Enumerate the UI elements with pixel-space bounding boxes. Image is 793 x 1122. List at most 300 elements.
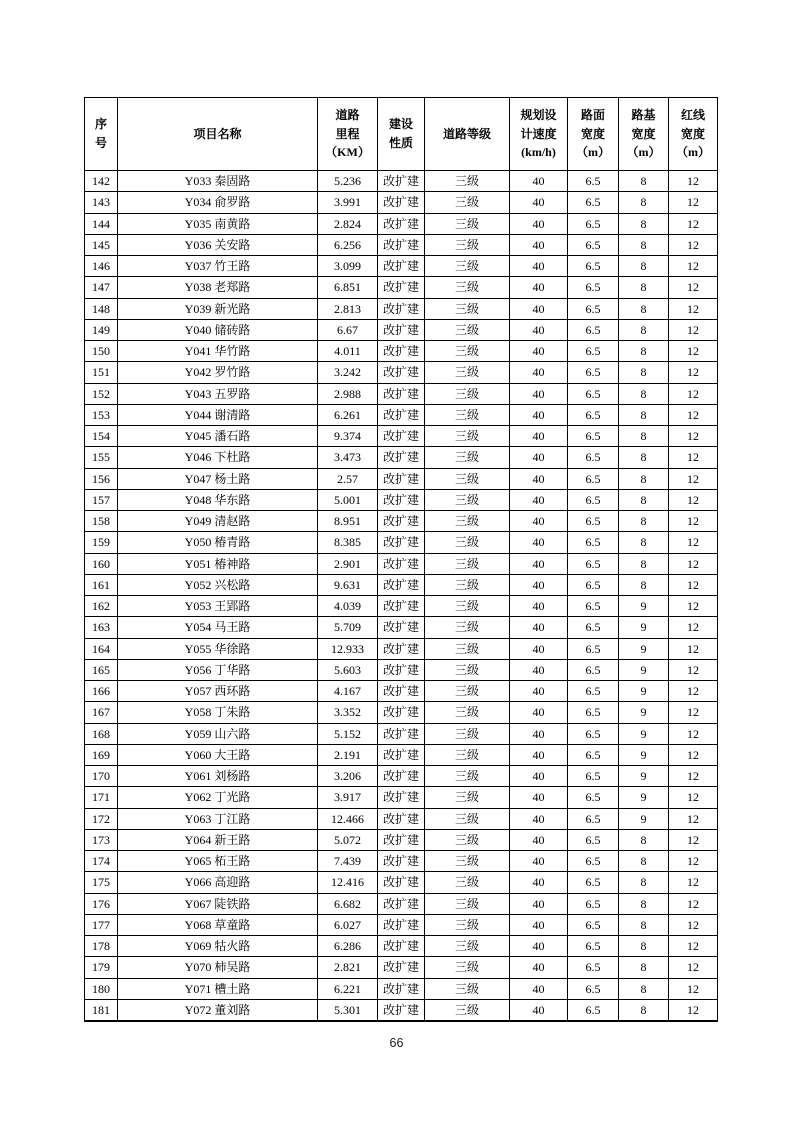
table-cell-road-grade: 三级 (425, 574, 510, 595)
table-cell-road-mileage: 4.039 (318, 596, 378, 617)
table-cell-serial: 171 (85, 787, 118, 808)
table-cell-road-mileage: 12.466 (318, 808, 378, 829)
table-row (85, 659, 718, 680)
table-cell-roadbed-width: 9 (619, 808, 669, 829)
table-cell-serial: 163 (85, 617, 118, 638)
table-cell-pavement-width: 6.5 (568, 234, 619, 255)
table-cell-road-grade: 三级 (425, 341, 510, 362)
table-cell-project-name: Y058 丁朱路 (118, 702, 318, 723)
table-cell-construction-nature: 改扩建 (378, 532, 425, 553)
table-cell-serial: 169 (85, 744, 118, 765)
table-cell-design-speed: 40 (510, 617, 568, 638)
table-cell-road-grade: 三级 (425, 404, 510, 425)
table-cell-pavement-width: 6.5 (568, 638, 619, 659)
table-cell-roadbed-width: 9 (619, 744, 669, 765)
table-cell-construction-nature: 改扩建 (378, 787, 425, 808)
table-row (85, 511, 718, 532)
table-cell-road-mileage: 2.821 (318, 957, 378, 978)
table-cell-road-grade: 三级 (425, 256, 510, 277)
table-cell-project-name: Y052 兴松路 (118, 574, 318, 595)
table-cell-design-speed: 40 (510, 234, 568, 255)
table-cell-serial: 159 (85, 532, 118, 553)
table-cell-pavement-width: 6.5 (568, 681, 619, 702)
table-cell-design-speed: 40 (510, 787, 568, 808)
table-cell-design-speed: 40 (510, 532, 568, 553)
table-cell-redline-width: 12 (669, 893, 718, 914)
table-cell-pavement-width: 6.5 (568, 362, 619, 383)
table-cell-roadbed-width: 8 (619, 553, 669, 574)
table-cell-design-speed: 40 (510, 957, 568, 978)
table-cell-road-grade: 三级 (425, 999, 510, 1021)
table-cell-roadbed-width: 8 (619, 404, 669, 425)
table-cell-road-grade: 三级 (425, 957, 510, 978)
table-cell-road-grade: 三级 (425, 659, 510, 680)
table-cell-pavement-width: 6.5 (568, 256, 619, 277)
table-cell-construction-nature: 改扩建 (378, 404, 425, 425)
table-row (85, 978, 718, 999)
table-cell-road-mileage: 3.206 (318, 766, 378, 787)
table-cell-pavement-width: 6.5 (568, 808, 619, 829)
table-cell-redline-width: 12 (669, 638, 718, 659)
table-cell-roadbed-width: 9 (619, 596, 669, 617)
table-row (85, 914, 718, 935)
table-cell-pavement-width: 6.5 (568, 404, 619, 425)
table-cell-roadbed-width: 8 (619, 256, 669, 277)
table-cell-pavement-width: 6.5 (568, 999, 619, 1021)
table-cell-roadbed-width: 8 (619, 341, 669, 362)
table-cell-serial: 156 (85, 468, 118, 489)
table-cell-redline-width: 12 (669, 298, 718, 319)
table-cell-pavement-width: 6.5 (568, 532, 619, 553)
table-cell-redline-width: 12 (669, 659, 718, 680)
table-cell-pavement-width: 6.5 (568, 914, 619, 935)
table-cell-project-name: Y049 清赵路 (118, 511, 318, 532)
table-cell-road-grade: 三级 (425, 808, 510, 829)
table-cell-pavement-width: 6.5 (568, 319, 619, 340)
table-row (85, 617, 718, 638)
table-cell-road-grade: 三级 (425, 829, 510, 850)
table-cell-construction-nature: 改扩建 (378, 574, 425, 595)
table-cell-pavement-width: 6.5 (568, 511, 619, 532)
road-table (84, 97, 718, 1022)
table-cell-roadbed-width: 8 (619, 383, 669, 404)
table-cell-project-name: Y061 刘杨路 (118, 766, 318, 787)
table-cell-road-mileage: 5.236 (318, 171, 378, 192)
table-cell-project-name: Y069 牯火路 (118, 936, 318, 957)
table-cell-serial: 145 (85, 234, 118, 255)
table-cell-road-mileage: 3.473 (318, 447, 378, 468)
table-cell-construction-nature: 改扩建 (378, 383, 425, 404)
column-header-redline-width: 红线 宽度 （m） (669, 98, 718, 171)
table-cell-road-mileage: 8.951 (318, 511, 378, 532)
table-cell-design-speed: 40 (510, 723, 568, 744)
table-cell-roadbed-width: 8 (619, 489, 669, 510)
table-cell-redline-width: 12 (669, 383, 718, 404)
table-cell-pavement-width: 6.5 (568, 744, 619, 765)
table-cell-redline-width: 12 (669, 957, 718, 978)
table-cell-construction-nature: 改扩建 (378, 213, 425, 234)
table-cell-road-mileage: 3.917 (318, 787, 378, 808)
table-cell-road-grade: 三级 (425, 277, 510, 298)
table-cell-construction-nature: 改扩建 (378, 362, 425, 383)
table-cell-road-grade: 三级 (425, 213, 510, 234)
table-row (85, 999, 718, 1021)
table-row (85, 851, 718, 872)
table-cell-pavement-width: 6.5 (568, 426, 619, 447)
table-cell-project-name: Y067 陡铁路 (118, 893, 318, 914)
table-cell-project-name: Y044 谢清路 (118, 404, 318, 425)
table-cell-project-name: Y043 五罗路 (118, 383, 318, 404)
table-cell-construction-nature: 改扩建 (378, 511, 425, 532)
table-cell-redline-width: 12 (669, 851, 718, 872)
table-cell-design-speed: 40 (510, 319, 568, 340)
table-cell-roadbed-width: 8 (619, 914, 669, 935)
table-row (85, 638, 718, 659)
table-cell-project-name: Y070 柿吴路 (118, 957, 318, 978)
table-cell-construction-nature: 改扩建 (378, 978, 425, 999)
table-cell-construction-nature: 改扩建 (378, 596, 425, 617)
table-cell-road-mileage: 12.416 (318, 872, 378, 893)
table-row (85, 362, 718, 383)
table-row (85, 596, 718, 617)
table-cell-design-speed: 40 (510, 999, 568, 1021)
table-cell-pavement-width: 6.5 (568, 383, 619, 404)
table-cell-roadbed-width: 8 (619, 511, 669, 532)
table-cell-serial: 160 (85, 553, 118, 574)
table-cell-design-speed: 40 (510, 192, 568, 213)
table-cell-roadbed-width: 9 (619, 723, 669, 744)
table-cell-road-mileage: 2.191 (318, 744, 378, 765)
table-cell-redline-width: 12 (669, 999, 718, 1021)
table-cell-project-name: Y053 王郢路 (118, 596, 318, 617)
table-cell-pavement-width: 6.5 (568, 893, 619, 914)
table-cell-roadbed-width: 8 (619, 999, 669, 1021)
table-row (85, 298, 718, 319)
table-cell-construction-nature: 改扩建 (378, 447, 425, 468)
table-cell-project-name: Y072 董刘路 (118, 999, 318, 1021)
table-cell-design-speed: 40 (510, 447, 568, 468)
table-row (85, 808, 718, 829)
page-number: 66 (389, 1036, 404, 1050)
table-cell-redline-width: 12 (669, 341, 718, 362)
table-cell-road-grade: 三级 (425, 766, 510, 787)
table-cell-design-speed: 40 (510, 766, 568, 787)
table-row (85, 766, 718, 787)
table-cell-road-mileage: 5.001 (318, 489, 378, 510)
table-cell-pavement-width: 6.5 (568, 213, 619, 234)
table-cell-construction-nature: 改扩建 (378, 893, 425, 914)
table-cell-road-mileage: 4.167 (318, 681, 378, 702)
table-cell-road-mileage: 4.011 (318, 341, 378, 362)
table-cell-serial: 144 (85, 213, 118, 234)
table-row (85, 574, 718, 595)
table-cell-serial: 158 (85, 511, 118, 532)
table-cell-redline-width: 12 (669, 256, 718, 277)
table-cell-roadbed-width: 8 (619, 298, 669, 319)
table-cell-serial: 150 (85, 341, 118, 362)
table-cell-construction-nature: 改扩建 (378, 999, 425, 1021)
table-cell-road-grade: 三级 (425, 553, 510, 574)
table-row (85, 277, 718, 298)
table-cell-project-name: Y048 华东路 (118, 489, 318, 510)
table-cell-redline-width: 12 (669, 489, 718, 510)
table-cell-construction-nature: 改扩建 (378, 468, 425, 489)
table-cell-serial: 147 (85, 277, 118, 298)
table-cell-project-name: Y064 新王路 (118, 829, 318, 850)
table-cell-serial: 162 (85, 596, 118, 617)
table-cell-serial: 148 (85, 298, 118, 319)
table-cell-construction-nature: 改扩建 (378, 617, 425, 638)
table-cell-road-mileage: 2.824 (318, 213, 378, 234)
table-cell-construction-nature: 改扩建 (378, 319, 425, 340)
table-cell-redline-width: 12 (669, 532, 718, 553)
table-cell-design-speed: 40 (510, 468, 568, 489)
table-cell-road-grade: 三级 (425, 851, 510, 872)
table-cell-roadbed-width: 8 (619, 957, 669, 978)
table-cell-design-speed: 40 (510, 404, 568, 425)
table-cell-roadbed-width: 9 (619, 787, 669, 808)
table-cell-roadbed-width: 8 (619, 426, 669, 447)
table-cell-design-speed: 40 (510, 362, 568, 383)
table-cell-roadbed-width: 8 (619, 851, 669, 872)
table-cell-construction-nature: 改扩建 (378, 638, 425, 659)
table-cell-road-grade: 三级 (425, 617, 510, 638)
table-cell-redline-width: 12 (669, 447, 718, 468)
table-cell-roadbed-width: 9 (619, 659, 669, 680)
table-cell-construction-nature: 改扩建 (378, 702, 425, 723)
table-cell-roadbed-width: 8 (619, 171, 669, 192)
table-cell-redline-width: 12 (669, 596, 718, 617)
table-cell-design-speed: 40 (510, 277, 568, 298)
table-cell-road-mileage: 6.221 (318, 978, 378, 999)
table-cell-road-mileage: 3.242 (318, 362, 378, 383)
table-cell-design-speed: 40 (510, 171, 568, 192)
table-cell-pavement-width: 6.5 (568, 787, 619, 808)
table-cell-project-name: Y057 西环路 (118, 681, 318, 702)
table-cell-serial: 167 (85, 702, 118, 723)
table-cell-project-name: Y066 高迎路 (118, 872, 318, 893)
table-cell-road-grade: 三级 (425, 978, 510, 999)
table-cell-project-name: Y042 罗竹路 (118, 362, 318, 383)
table-cell-road-grade: 三级 (425, 319, 510, 340)
table-cell-road-grade: 三级 (425, 192, 510, 213)
table-row (85, 341, 718, 362)
column-header-serial: 序 号 (85, 98, 118, 171)
table-cell-road-grade: 三级 (425, 744, 510, 765)
table-cell-roadbed-width: 9 (619, 681, 669, 702)
table-cell-design-speed: 40 (510, 681, 568, 702)
table-cell-road-grade: 三级 (425, 872, 510, 893)
table-cell-redline-width: 12 (669, 468, 718, 489)
table-cell-construction-nature: 改扩建 (378, 851, 425, 872)
table-cell-serial: 177 (85, 914, 118, 935)
table-cell-serial: 149 (85, 319, 118, 340)
table-cell-pavement-width: 6.5 (568, 574, 619, 595)
table-cell-construction-nature: 改扩建 (378, 766, 425, 787)
table-cell-redline-width: 12 (669, 766, 718, 787)
table-cell-pavement-width: 6.5 (568, 829, 619, 850)
table-cell-project-name: Y071 槽土路 (118, 978, 318, 999)
table-cell-pavement-width: 6.5 (568, 596, 619, 617)
table-cell-serial: 165 (85, 659, 118, 680)
table-cell-construction-nature: 改扩建 (378, 553, 425, 574)
table-cell-road-grade: 三级 (425, 234, 510, 255)
table-row (85, 787, 718, 808)
table-cell-construction-nature: 改扩建 (378, 659, 425, 680)
table-cell-construction-nature: 改扩建 (378, 914, 425, 935)
table-cell-serial: 173 (85, 829, 118, 850)
table-cell-redline-width: 12 (669, 744, 718, 765)
table-cell-design-speed: 40 (510, 872, 568, 893)
table-cell-redline-width: 12 (669, 808, 718, 829)
table-cell-redline-width: 12 (669, 936, 718, 957)
table-cell-design-speed: 40 (510, 256, 568, 277)
table-cell-road-grade: 三级 (425, 914, 510, 935)
table-cell-road-mileage: 6.67 (318, 319, 378, 340)
column-header-design-speed: 规划设 计速度 (km/h) (510, 98, 568, 171)
table-cell-construction-nature: 改扩建 (378, 171, 425, 192)
table-row (85, 383, 718, 404)
table-cell-road-mileage: 5.072 (318, 829, 378, 850)
table-row (85, 319, 718, 340)
table-cell-roadbed-width: 8 (619, 468, 669, 489)
table-cell-road-grade: 三级 (425, 787, 510, 808)
table-row (85, 213, 718, 234)
table-cell-roadbed-width: 8 (619, 893, 669, 914)
table-cell-design-speed: 40 (510, 298, 568, 319)
table-cell-roadbed-width: 9 (619, 766, 669, 787)
table-row (85, 702, 718, 723)
table-cell-pavement-width: 6.5 (568, 766, 619, 787)
column-header-pavement-width: 路面 宽度 （m） (568, 98, 619, 171)
table-cell-redline-width: 12 (669, 978, 718, 999)
table-cell-design-speed: 40 (510, 596, 568, 617)
table-cell-road-mileage: 8.385 (318, 532, 378, 553)
table-cell-road-mileage: 5.301 (318, 999, 378, 1021)
table-cell-serial: 168 (85, 723, 118, 744)
table-cell-project-name: Y068 草童路 (118, 914, 318, 935)
table-cell-design-speed: 40 (510, 213, 568, 234)
table-cell-road-mileage: 6.851 (318, 277, 378, 298)
table-row (85, 171, 718, 192)
table-cell-project-name: Y033 秦固路 (118, 171, 318, 192)
table-cell-road-grade: 三级 (425, 362, 510, 383)
table-cell-road-grade: 三级 (425, 298, 510, 319)
table-cell-serial: 181 (85, 999, 118, 1021)
table-cell-serial: 143 (85, 192, 118, 213)
table-cell-redline-width: 12 (669, 787, 718, 808)
table-cell-construction-nature: 改扩建 (378, 234, 425, 255)
table-cell-roadbed-width: 8 (619, 936, 669, 957)
table-cell-roadbed-width: 8 (619, 192, 669, 213)
table-cell-redline-width: 12 (669, 319, 718, 340)
table-cell-road-mileage: 3.991 (318, 192, 378, 213)
table-cell-project-name: Y063 丁江路 (118, 808, 318, 829)
table-cell-pavement-width: 6.5 (568, 617, 619, 638)
table-cell-road-mileage: 12.933 (318, 638, 378, 659)
table-row (85, 744, 718, 765)
table-cell-roadbed-width: 8 (619, 532, 669, 553)
table-cell-construction-nature: 改扩建 (378, 723, 425, 744)
table-cell-pavement-width: 6.5 (568, 553, 619, 574)
table-cell-construction-nature: 改扩建 (378, 957, 425, 978)
table-cell-roadbed-width: 8 (619, 829, 669, 850)
table-cell-project-name: Y038 老郑路 (118, 277, 318, 298)
table-cell-project-name: Y035 南黄路 (118, 213, 318, 234)
table-cell-pavement-width: 6.5 (568, 447, 619, 468)
table-cell-design-speed: 40 (510, 978, 568, 999)
table-row (85, 234, 718, 255)
table-row (85, 872, 718, 893)
table-cell-project-name: Y045 潘石路 (118, 426, 318, 447)
table-cell-road-mileage: 6.682 (318, 893, 378, 914)
table-cell-roadbed-width: 8 (619, 978, 669, 999)
table-cell-construction-nature: 改扩建 (378, 936, 425, 957)
table-cell-construction-nature: 改扩建 (378, 426, 425, 447)
table-cell-serial: 180 (85, 978, 118, 999)
table-cell-road-grade: 三级 (425, 596, 510, 617)
table-cell-design-speed: 40 (510, 553, 568, 574)
table-cell-project-name: Y034 俞罗路 (118, 192, 318, 213)
table-cell-pavement-width: 6.5 (568, 298, 619, 319)
table-cell-road-mileage: 2.901 (318, 553, 378, 574)
table-cell-design-speed: 40 (510, 851, 568, 872)
table-cell-pavement-width: 6.5 (568, 851, 619, 872)
table-cell-design-speed: 40 (510, 574, 568, 595)
table-cell-road-grade: 三级 (425, 532, 510, 553)
table-cell-redline-width: 12 (669, 213, 718, 234)
table-cell-design-speed: 40 (510, 808, 568, 829)
table-cell-pavement-width: 6.5 (568, 192, 619, 213)
table-cell-design-speed: 40 (510, 426, 568, 447)
table-cell-road-mileage: 9.374 (318, 426, 378, 447)
table-cell-road-grade: 三级 (425, 383, 510, 404)
table-row (85, 553, 718, 574)
table-cell-road-grade: 三级 (425, 468, 510, 489)
table-cell-pavement-width: 6.5 (568, 723, 619, 744)
table-cell-pavement-width: 6.5 (568, 489, 619, 510)
table-cell-roadbed-width: 8 (619, 319, 669, 340)
table-cell-design-speed: 40 (510, 341, 568, 362)
table-cell-construction-nature: 改扩建 (378, 489, 425, 510)
table-cell-design-speed: 40 (510, 893, 568, 914)
column-header-construction-nature: 建设 性质 (378, 98, 425, 171)
table-cell-road-grade: 三级 (425, 171, 510, 192)
table-header-row (85, 98, 718, 171)
table-cell-redline-width: 12 (669, 404, 718, 425)
table-row (85, 957, 718, 978)
table-cell-design-speed: 40 (510, 829, 568, 850)
table-cell-roadbed-width: 8 (619, 447, 669, 468)
table-cell-redline-width: 12 (669, 872, 718, 893)
table-cell-roadbed-width: 8 (619, 872, 669, 893)
table-row (85, 404, 718, 425)
table-cell-serial: 146 (85, 256, 118, 277)
table-cell-redline-width: 12 (669, 553, 718, 574)
table-cell-serial: 166 (85, 681, 118, 702)
table-cell-redline-width: 12 (669, 192, 718, 213)
table-cell-pavement-width: 6.5 (568, 872, 619, 893)
table-cell-serial: 178 (85, 936, 118, 957)
table-cell-redline-width: 12 (669, 829, 718, 850)
table-cell-road-grade: 三级 (425, 893, 510, 914)
table-cell-construction-nature: 改扩建 (378, 808, 425, 829)
table-cell-pavement-width: 6.5 (568, 341, 619, 362)
table-cell-pavement-width: 6.5 (568, 936, 619, 957)
table-cell-road-grade: 三级 (425, 723, 510, 744)
table-cell-project-name: Y054 马王路 (118, 617, 318, 638)
table-cell-redline-width: 12 (669, 681, 718, 702)
